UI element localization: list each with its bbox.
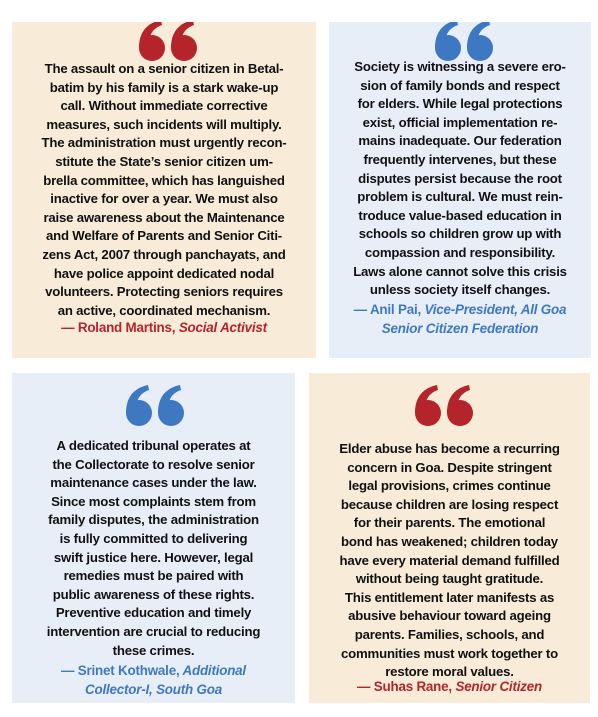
- quote-card-suhas-rane: [309, 373, 590, 703]
- quote-line: frequently intervenes, but these: [363, 151, 557, 167]
- attribution-title: Senior Citizen: [451, 679, 542, 694]
- quote-line: compassion and responsibility.: [364, 244, 556, 260]
- quote-line: measures, such incidents will multiply.: [46, 116, 282, 132]
- quote-card-anil-pai: [329, 22, 591, 358]
- quote-card-roland-martins: [12, 22, 316, 358]
- quote-card-srinet-kothwale: [12, 373, 295, 703]
- quote-line: mains inadequate. Our federation: [358, 133, 562, 149]
- quote-line: restore moral values.: [385, 664, 514, 680]
- quote-line: troduce value-based education in: [358, 207, 562, 223]
- quote-line: raise awareness about the Maintenance: [43, 209, 285, 225]
- quote-line: inactive for over a year. We must also: [50, 191, 278, 207]
- quote-text: [22, 437, 285, 660]
- quote-line: volunteers. Protecting seniors requires: [45, 284, 283, 300]
- quote-attribution: [20, 662, 287, 699]
- quote-line: Laws alone cannot solve this crisis: [353, 263, 567, 279]
- quote-line: concern in Goa. Despite stringent: [347, 459, 552, 475]
- quote-line: Since most complaints stem from: [51, 493, 256, 509]
- quote-line: is fully committed to delivering: [59, 530, 248, 546]
- quote-line: for their parents. The emotional: [353, 515, 546, 531]
- quote-text: [319, 440, 580, 682]
- quote-line: for elders. While legal protections: [357, 96, 563, 112]
- quote-line: communities must work together to: [341, 645, 558, 661]
- quote-line: an active, coordinated mechanism.: [57, 302, 271, 318]
- quote-line: brella committee, which has languished: [43, 172, 285, 188]
- quote-line: intervention are crucial to reducing: [46, 623, 261, 639]
- quote-line: have every material demand fulfilled: [339, 552, 560, 568]
- quote-attribution: [20, 319, 308, 338]
- quote-icon: [411, 383, 479, 429]
- quote-icon: [122, 383, 190, 429]
- attribution-name: — Suhas Rane,: [357, 679, 452, 694]
- quote-line: This entitlement later manifests as: [344, 589, 555, 605]
- quote-line: and Welfare of Parents and Senior Citi-: [46, 228, 282, 244]
- quote-line: call. Without immediate corrective: [60, 98, 268, 114]
- attribution-title: Vice-President, All Goa: [420, 302, 567, 317]
- quote-line: The assault on a senior citizen in Betal-: [44, 61, 284, 76]
- quote-text: [22, 60, 306, 320]
- quote-line: exist, official implementation re-: [362, 114, 558, 130]
- quote-line: abusive behaviour toward ageing: [348, 608, 551, 624]
- quote-line: bond has weakened; children today: [341, 533, 558, 549]
- quote-line: parents. Families, schools, and: [354, 626, 545, 642]
- quote-line: public awareness of these rights.: [52, 586, 255, 602]
- quote-line: family disputes, the administration: [48, 512, 259, 528]
- quote-line: Society is witnessing a severe ero-: [354, 59, 566, 74]
- quote-line: A dedicated tribunal operates at: [56, 438, 251, 453]
- quote-line: maintenance cases under the law.: [50, 475, 257, 491]
- quote-line: without being taught gratitude.: [355, 571, 544, 587]
- quote-attribution: [317, 678, 582, 697]
- quote-line: Elder abuse has become a recurring: [339, 441, 560, 456]
- quote-line: have police appoint dedicated nodal: [53, 265, 275, 281]
- quote-line: batim by his family is a stark wake-up: [49, 79, 279, 95]
- quote-line: problem is cultural. We must rein-: [357, 189, 563, 205]
- quote-line: Preventive education and timely: [55, 605, 252, 621]
- attribution-title: Social Activist: [175, 320, 267, 335]
- quote-line: unless society itself changes.: [369, 282, 551, 298]
- attribution-name: — Srinet Kothwale,: [61, 663, 180, 678]
- quote-line: schools so children grow up with: [358, 226, 562, 242]
- quote-line: disputes persist because the root: [358, 170, 562, 186]
- quote-line: zens Act, 2007 through panchayats, and: [42, 246, 286, 262]
- quote-line: legal provisions, crimes continue: [348, 478, 551, 494]
- quote-icon: [135, 22, 203, 64]
- quote-attribution: [337, 301, 583, 338]
- attribution-name: — Anil Pai,: [353, 302, 421, 317]
- quote-line: remedies must be paired with: [63, 568, 244, 584]
- quote-line: The administration must urgently recon-: [41, 135, 287, 151]
- quote-line: stitute the State’s senior citizen um-: [55, 153, 273, 169]
- quote-line: the Collectorate to resolve senior: [52, 456, 255, 472]
- attribution-title: Senior Citizen Federation: [381, 320, 539, 336]
- quote-text: [339, 58, 581, 300]
- quote-line: sion of family bonds and respect: [360, 77, 560, 93]
- attribution-title: Collector-I, South Goa: [85, 681, 222, 697]
- attribution-title: Additional: [179, 663, 246, 678]
- quote-line: swift justice here. However, legal: [53, 549, 254, 565]
- quote-line: because children are losing respect: [340, 496, 559, 512]
- quote-line: these crimes.: [112, 642, 195, 658]
- attribution-name: — Roland Martins,: [61, 320, 176, 335]
